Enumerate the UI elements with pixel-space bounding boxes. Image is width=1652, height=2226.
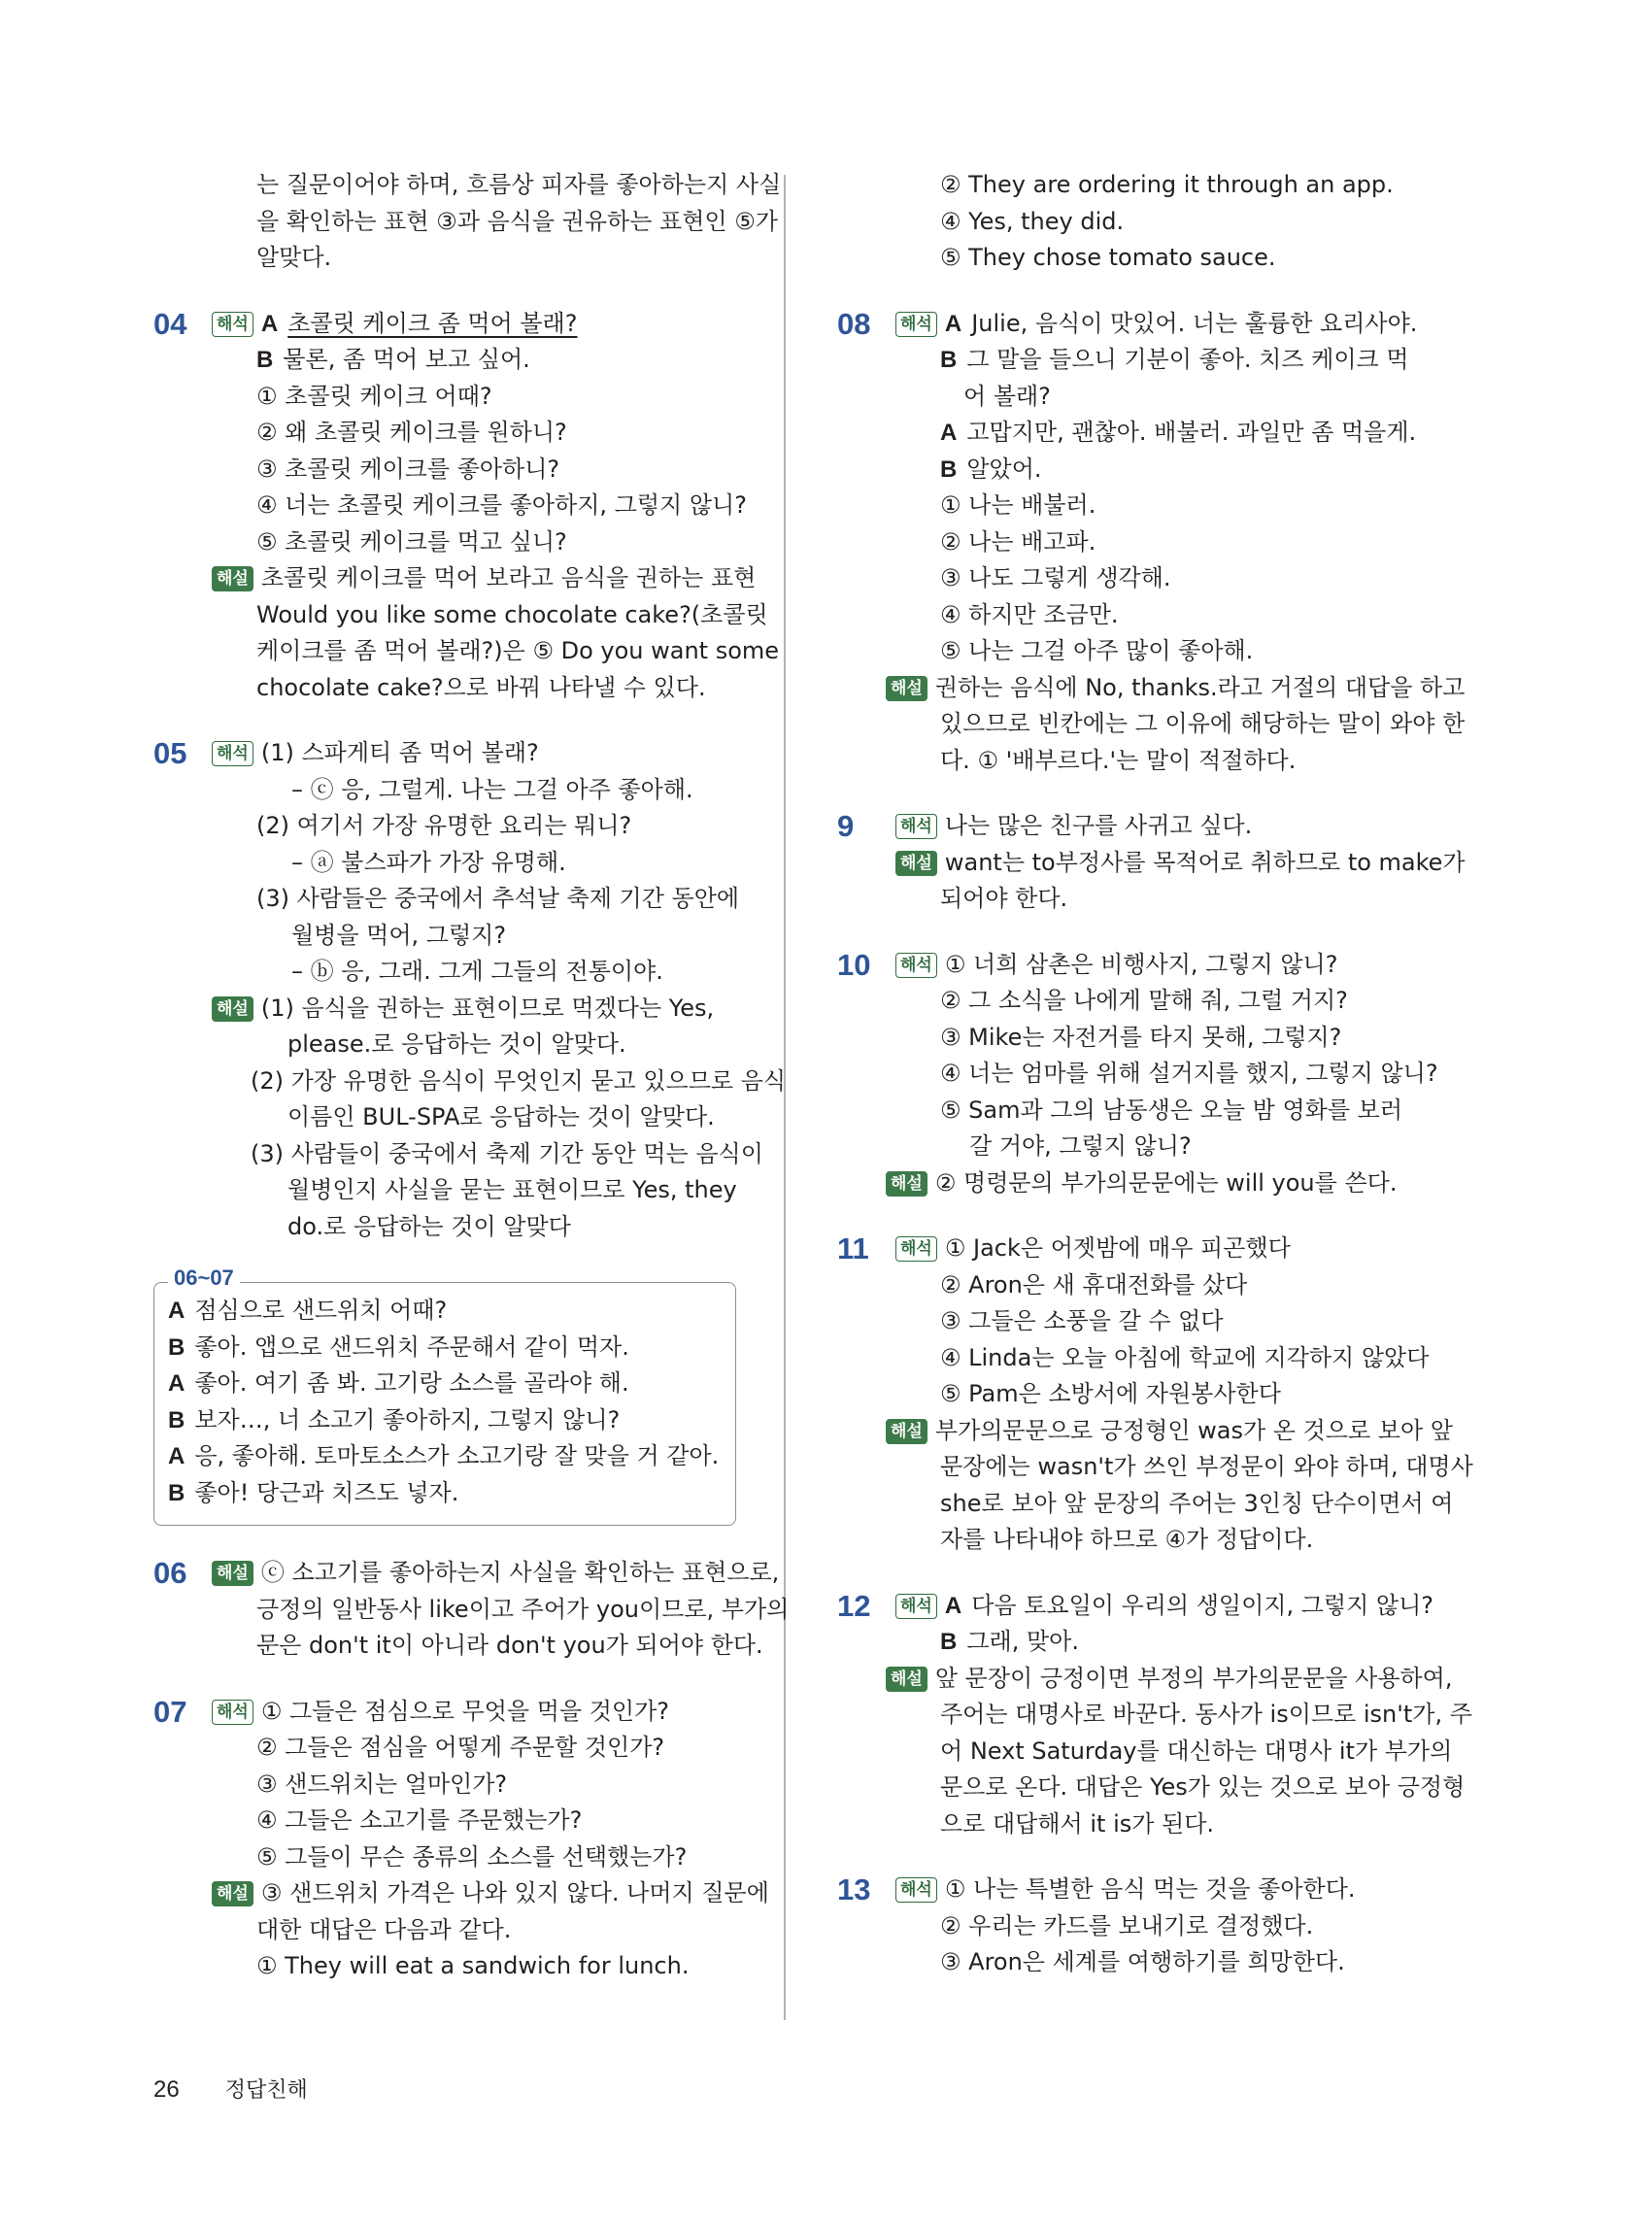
explanation-text: 문으로 온다. 대답은 Yes가 있는 것으로 보아 긍정형 <box>940 1773 1466 1801</box>
explanation-text: 케이크를 좀 먹어 볼래?)은 ⑤ Do you want some <box>256 637 780 664</box>
explanation-text: 앞 문장이 긍정이면 부정의 부가의문문을 사용하여, <box>934 1664 1453 1692</box>
dialogue-text: 그래, 맞아. <box>966 1628 1079 1655</box>
translation-tag: 해석 <box>212 1700 253 1725</box>
question-number: 13 <box>837 1872 871 1906</box>
intro-continuation <box>153 167 782 277</box>
option: ④ 그들은 소고기를 주문했는가? <box>256 1806 583 1834</box>
left-column <box>153 167 790 1985</box>
option: ④ 하지만 조금만. <box>940 600 1119 628</box>
explanation-text: (2) 가장 유명한 음식이 무엇인지 묻고 있으므로 음식 <box>251 1066 787 1095</box>
explanation-tag: 해설 <box>886 1667 927 1692</box>
explanation-text: 부가의문문으로 긍정형인 was가 온 것으로 보아 앞 <box>934 1416 1453 1444</box>
explanation-tag: 해설 <box>212 996 253 1022</box>
explanation-tag: 해설 <box>895 851 937 876</box>
speaker-label: A <box>168 1298 185 1324</box>
question-9 <box>837 808 1466 918</box>
translation-text: 나는 많은 친구를 사귀고 싶다. <box>944 812 1253 839</box>
question-10 <box>837 947 1438 1202</box>
dialogue-text: 고맙지만, 괜찮아. 배불러. 과일만 좀 먹을게. <box>966 419 1417 446</box>
option: ⑤ 초콜릿 케이크를 먹고 싶니? <box>256 527 567 556</box>
explanation-text: ⓒ 소고기를 좋아하는지 사실을 확인하는 표현으로, <box>260 1559 780 1586</box>
dialogue-box <box>153 1265 736 1526</box>
question-number: 12 <box>837 1588 871 1623</box>
speaker-label: B <box>168 1406 185 1433</box>
dialogue-text: – ⓐ 불스파가 가장 유명해. <box>291 848 566 876</box>
explanation-text: ① They will eat a sandwich for lunch. <box>256 1952 690 1979</box>
question-13 <box>837 1872 1420 1981</box>
dialogue-text: 물론, 좀 먹어 보고 싶어. <box>283 346 530 373</box>
explanation-text: 주어는 대명사로 바꾼다. 동사가 is이므로 isn't가, 주 <box>940 1701 1472 1728</box>
dialogue-text: 월병을 먹어, 그렇지? <box>291 921 507 949</box>
question-number: 06 <box>153 1556 187 1590</box>
explanation-tag: 해설 <box>212 566 253 591</box>
dialogue-text: 좋아. 앱으로 샌드위치 주문해서 같이 먹자. <box>194 1332 629 1361</box>
explanation-text: she로 보아 앞 문장의 주어는 3인칭 단수이면서 여 <box>940 1489 1454 1517</box>
explanation-tag: 해설 <box>886 1171 927 1197</box>
translation-tag: 해석 <box>212 741 253 766</box>
option: ① 나는 배불러. <box>940 491 1096 519</box>
dialogue-text: 알았어. <box>966 455 1042 483</box>
question-number: 11 <box>837 1231 869 1265</box>
explanation-tag: 해설 <box>212 1561 253 1586</box>
explanation-text: 이름인 BUL-SPA로 응답하는 것이 알맞다. <box>287 1103 715 1130</box>
option: ④ Linda는 오늘 아침에 학교에 지각하지 않았다 <box>940 1343 1430 1371</box>
speaker-label: B <box>168 1333 185 1361</box>
question-number: 07 <box>153 1694 187 1729</box>
option: ② 왜 초콜릿 케이크를 원하니? <box>256 419 567 446</box>
explanation-text: 월병인지 사실을 묻는 표현이므로 Yes, they <box>287 1176 737 1203</box>
speaker-label: B <box>940 455 958 483</box>
explanation-text: 있으므로 빈칸에는 그 이유에 해당하는 말이 와야 한 <box>940 710 1466 737</box>
option: ② 그들은 점심을 어떻게 주문할 것인가? <box>256 1734 665 1761</box>
option: ③ 그들은 소풍을 갈 수 없다 <box>940 1307 1224 1334</box>
text-line: 는 질문이어야 하며, 흐름상 피자를 좋아하는지 사실 <box>256 171 782 198</box>
dialogue-text: Julie, 음식이 맛있어. 너는 훌륭한 요리사야. <box>971 309 1418 337</box>
explanation-tag: 해설 <box>886 676 927 701</box>
explanation-text: 문은 don't it이 아니라 don't you가 되어야 한다. <box>256 1632 763 1659</box>
option: ② 나는 배고파. <box>940 527 1096 556</box>
option: ④ 너는 엄마를 위해 설거지를 했지, 그렇지 않니? <box>940 1060 1438 1087</box>
option: ① 나는 특별한 음식 먹는 것을 좋아한다. <box>944 1875 1356 1903</box>
option: ④ 너는 초콜릿 케이크를 좋아하지, 그렇지 않니? <box>256 491 747 519</box>
option: ⑤ 그들이 무슨 종류의 소스를 선택했는가? <box>256 1842 688 1871</box>
dialogue-text: (1) 스파게티 좀 먹어 볼래? <box>260 739 539 766</box>
q07-continuation <box>837 167 1420 277</box>
explanation-text: ② 명령문의 부가의문문에는 will you를 쓴다. <box>934 1168 1398 1197</box>
translation-tag: 해석 <box>895 1594 937 1619</box>
option: ① 그들은 점심으로 무엇을 먹을 것인가? <box>260 1697 670 1725</box>
dialogue-text: 점심으로 샌드위치 어때? <box>194 1297 448 1324</box>
page-footer <box>153 2074 308 2104</box>
speaker-label: A <box>944 310 962 337</box>
option: ③ Mike는 자전거를 타지 못해, 그렇지? <box>940 1023 1342 1051</box>
page-number: 26 <box>153 2076 180 2103</box>
explanation-text: ③ 샌드위치 가격은 나와 있지 않다. 나머지 질문에 <box>260 1879 769 1906</box>
option: ③ Aron은 세계를 여행하기를 희망한다. <box>940 1948 1345 1975</box>
question-11 <box>837 1231 1473 1559</box>
question-number: 08 <box>837 306 871 341</box>
speaker-label: B <box>168 1479 185 1506</box>
option: ② 우리는 카드를 보내기로 결정했다. <box>940 1911 1314 1939</box>
dialogue-text: 보자…, 너 소고기 좋아하지, 그렇지 않니? <box>194 1405 621 1433</box>
dialogue-text: 어 볼래? <box>963 382 1051 410</box>
speaker-label: B <box>940 347 958 373</box>
explanation-text: Would you like some chocolate cake?(초콜릿 <box>256 600 768 628</box>
option: ⑤ Sam과 그의 남동생은 오늘 밤 영화를 보러 <box>940 1096 1402 1124</box>
dialogue-text: (2) 여기서 가장 유명한 요리는 뭐니? <box>256 812 632 839</box>
question-number: 10 <box>837 947 871 982</box>
question-12 <box>837 1588 1472 1843</box>
option: ⑤ Pam은 소방서에 자원봉사한다 <box>940 1380 1281 1407</box>
translation-tag: 해석 <box>895 312 937 337</box>
dialogue-text: – ⓒ 응, 그럴게. 나는 그걸 아주 좋아해. <box>291 775 693 803</box>
explanation-text: 문장에는 wasn't가 쓰인 부정문이 와야 하며, 대명사 <box>940 1453 1473 1480</box>
speaker-label: B <box>256 347 274 373</box>
answer-line: ⑤ They chose tomato sauce. <box>940 244 1276 271</box>
speaker-label: B <box>940 1629 958 1655</box>
section-title: 정답친해 <box>224 2078 308 2103</box>
option: ③ 초콜릿 케이크를 좋아하니? <box>256 455 560 483</box>
explanation-text: 어 Next Saturday를 대신하는 대명사 it가 부가의 <box>940 1737 1453 1765</box>
question-number: 05 <box>153 736 187 770</box>
option: ③ 샌드위치는 얼마인가? <box>256 1770 508 1798</box>
option: ① Jack은 어젯밤에 매우 피곤했다 <box>944 1234 1291 1262</box>
question-08 <box>837 306 1466 780</box>
dialogue-text: 초콜릿 케이크 좀 먹어 볼래? <box>287 309 578 337</box>
option: ① 초콜릿 케이크 어때? <box>256 382 492 410</box>
text-line: 을 확인하는 표현 ③과 음식을 권유하는 표현인 ⑤가 <box>256 207 778 235</box>
explanation-text: 권하는 음식에 No, thanks.라고 거절의 대답을 하고 <box>934 673 1466 701</box>
question-number: 04 <box>153 306 187 341</box>
option: ⑤ 나는 그걸 아주 많이 좋아해. <box>940 637 1254 664</box>
dialogue-text: 다음 토요일이 우리의 생일이지, 그렇지 않니? <box>971 1591 1434 1619</box>
explanation-text: want는 to부정사를 목적어로 취하므로 to make가 <box>944 848 1466 876</box>
explanation-text: 대한 대답은 다음과 같다. <box>256 1915 512 1943</box>
question-07 <box>153 1694 769 1985</box>
explanation-text: 자를 나타내야 하므로 ④가 정답이다. <box>940 1526 1314 1553</box>
option: ② 그 소식을 나에게 말해 줘, 그럴 거지? <box>940 987 1348 1014</box>
speaker-label: A <box>168 1370 185 1397</box>
option: ② Aron은 새 휴대전화를 샀다 <box>940 1270 1248 1298</box>
question-number: 9 <box>837 809 855 843</box>
dialogue-text: – ⓑ 응, 그래. 그게 그들의 전통이야. <box>291 958 663 985</box>
explanation-text: 긍정의 일반동사 like이고 주어가 you이므로, 부가의 <box>256 1595 790 1623</box>
speaker-label: A <box>168 1443 185 1469</box>
explanation-text: please.로 응답하는 것이 알맞다. <box>287 1030 626 1058</box>
translation-tag: 해석 <box>895 814 937 839</box>
explanation-text: 초콜릿 케이크를 먹어 보라고 음식을 권하는 표현 <box>260 564 757 591</box>
question-04 <box>153 306 780 707</box>
explanation-tag: 해설 <box>886 1419 927 1444</box>
explanation-tag: 해설 <box>212 1881 253 1906</box>
speaker-label: A <box>944 1592 962 1619</box>
text-line: 알맞다. <box>256 244 332 271</box>
dialogue-text: (3) 사람들은 중국에서 추석날 축제 기간 동안에 <box>256 885 740 912</box>
translation-tag: 해석 <box>212 312 253 337</box>
option: 갈 거야, 그렇지 않니? <box>969 1132 1192 1160</box>
explanation-text: 되어야 한다. <box>940 885 1068 912</box>
question-05 <box>153 735 787 1245</box>
translation-tag: 해석 <box>895 1236 937 1262</box>
explanation-text: 다. ① '배부르다.'는 말이 적절하다. <box>940 746 1297 774</box>
explanation-text: do.로 응답하는 것이 알맞다 <box>287 1212 571 1240</box>
speaker-label: A <box>260 310 279 337</box>
question-06 <box>153 1555 790 1665</box>
option: ③ 나도 그렇게 생각해. <box>940 564 1171 591</box>
right-column <box>837 167 1473 1981</box>
explanation-text: 으로 대답해서 it is가 된다. <box>940 1809 1215 1838</box>
speaker-label: A <box>940 420 958 446</box>
answer-line: ④ Yes, they did. <box>940 207 1125 235</box>
dialogue-text: 그 말을 들으니 기분이 좋아. 치즈 케이크 먹 <box>966 346 1409 373</box>
answer-line: ② They are ordering it through an app. <box>940 171 1394 198</box>
dialogue-text: 좋아! 당근과 치즈도 넣자. <box>194 1478 459 1506</box>
translation-tag: 해석 <box>895 953 937 978</box>
option: ① 너희 삼촌은 비행사지, 그렇지 않니? <box>944 950 1338 978</box>
explanation-text: (1) 음식을 권하는 표현이므로 먹겠다는 Yes, <box>260 994 715 1022</box>
explanation-text: (3) 사람들이 중국에서 축제 기간 동안 먹는 음식이 <box>251 1139 763 1167</box>
translation-tag: 해석 <box>895 1877 937 1903</box>
dialogue-text: 응, 좋아해. 토마토소스가 소고기랑 잘 맞을 거 같아. <box>194 1442 720 1469</box>
explanation-text: chocolate cake?으로 바꿔 나타낼 수 있다. <box>256 673 706 701</box>
dialogue-text: 좋아. 여기 좀 봐. 고기랑 소스를 골라야 해. <box>194 1369 629 1397</box>
box-title: 06~07 <box>168 1265 240 1291</box>
